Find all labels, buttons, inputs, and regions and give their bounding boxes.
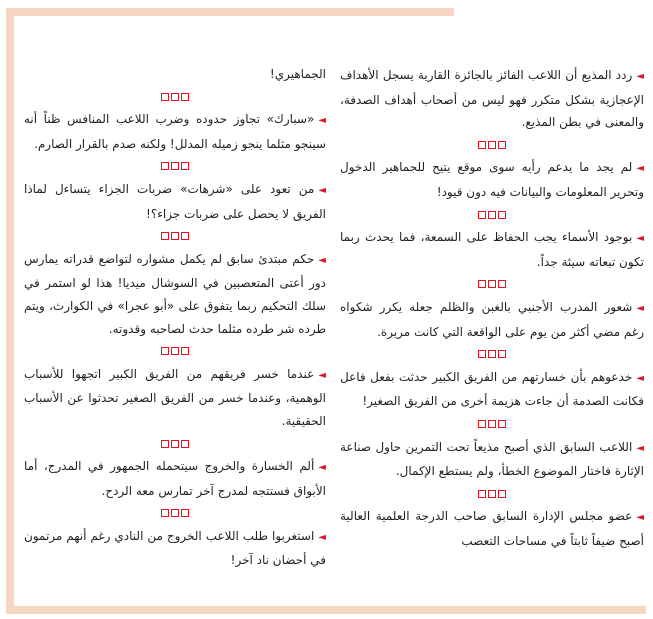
paragraph: ◄عندما خسر فريقهم من الفريق الكبير اتجهوا للأسباب الوهمية، وعندما خسر من الفريق الصغير تحدثوا عن الأسباب الحقيقية. (24, 366, 326, 428)
bullet-triangle-icon: ◄ (636, 442, 644, 454)
separator-squares-icon (24, 340, 326, 363)
separator-squares-icon (340, 204, 644, 227)
paragraph-continuation: الجماهيري! (269, 67, 326, 81)
paragraph: ◄عضو مجلس الإدارة السابق صاحب الدرجة العلمية العالية أصبح ضيفاً ثابتاً في مساحات التعصب (340, 509, 644, 548)
bullet-triangle-icon: ◄ (318, 369, 326, 381)
separator-squares-icon (24, 86, 326, 109)
paragraph: ◄من تعود على «شرهات» ضربات الجزاء يتساءل لماذا الفريق لا يحصل على ضربات جزاء؟! (24, 181, 326, 221)
paragraph: ◄لم يجد ما يدعم رأيه سوى موقع يتيح للجماهير الدخول وتحرير المعلومات والبيانات فيه دون قيود! (340, 160, 644, 199)
bullet-triangle-icon: ◄ (318, 115, 326, 127)
separator-squares-icon (24, 225, 326, 248)
separator-squares-icon (24, 155, 326, 178)
decorative-frame-left (6, 8, 14, 614)
paragraph: ◄خدعوهم بأن خسارتهم من الفريق الكبير حدثت بفعل فاعل فكانت الصدمة أن جاءت هزيمة أخرى من الفريق الصغير! (340, 369, 644, 409)
paragraph: ◄«سبارك» تجاوز حدوده وضرب اللاعب المنافس ظناً أنه سينجو مثلما ينجو زميله المدلل! ولكنه صدم بالقرار الصارم. (24, 112, 326, 151)
bullet-triangle-icon: ◄ (636, 71, 644, 82)
bullet-triangle-icon: ◄ (636, 233, 644, 245)
paragraph: ◄شعور المدرب الأجنبي بالغبن والظلم جعله يكرر شكواه رغم مضي أكثر من يوم على الواقعة التي كانت مريرة. (340, 299, 644, 339)
separator-squares-icon (340, 343, 644, 366)
separator-squares-icon (340, 413, 644, 436)
decorative-frame-bottom (6, 606, 646, 614)
paragraph: ◄حكم مبتدئ سابق لم يكمل مشواره لتواضع قدراته يمارس دور أعتى المتعصبين في السوشال ميديا! هذا لو استمر في سلك التحكيم ربما يتفوق على «أبو عجرا» في الكوارث، ويتم طرده شر طرده مثلما حدث لصاحبه وقدوته. (24, 251, 326, 336)
separator-squares-icon (340, 134, 644, 157)
bullet-triangle-icon: ◄ (318, 462, 326, 474)
bullet-triangle-icon: ◄ (318, 531, 326, 543)
bullet-triangle-icon: ◄ (636, 163, 644, 175)
bullet-triangle-icon: ◄ (636, 372, 644, 384)
bullet-triangle-icon: ◄ (636, 302, 644, 314)
decorative-frame-top (8, 8, 454, 16)
paragraph: ◄ردد المذيع أن اللاعب الفائز بالجائزة القارية يسجل الأهداف الإعجازية بشكل متكرر فهو ليس من أصحاب أهداف الصدفة، والمعنى في بطن المذيع. (340, 68, 644, 130)
bullet-triangle-icon: ◄ (636, 512, 644, 524)
separator-squares-icon (24, 433, 326, 456)
right-column (340, 64, 644, 552)
paragraph: ◄استغربوا طلب اللاعب الخروج من النادي رغم أنهم مرتمون في أحضان ناد آخر! (24, 528, 326, 568)
paragraph: ◄ألم الخسارة والخروج سيتحمله الجمهور في المدرج، أما الأبواق فستتجه لمدرج آخر تمارس معه الردح. (24, 459, 326, 498)
bullet-triangle-icon: ◄ (318, 184, 326, 196)
left-column (24, 63, 326, 572)
paragraph: ◄اللاعب السابق الذي أصبح مذيعاً تحت التمرين حاول صناعة الإثارة فاختار الموضوع الخطأ، ولم يستطع الإكمال. (340, 439, 644, 479)
paragraph: ◄بوجود الأسماء يجب الحفاظ على السمعة، فما يحدث ربما تكون تبعاته سيئة جداً. (340, 230, 644, 269)
separator-squares-icon (340, 273, 644, 296)
separator-squares-icon (340, 483, 644, 506)
separator-squares-icon (24, 502, 326, 525)
bullet-triangle-icon: ◄ (318, 254, 326, 266)
